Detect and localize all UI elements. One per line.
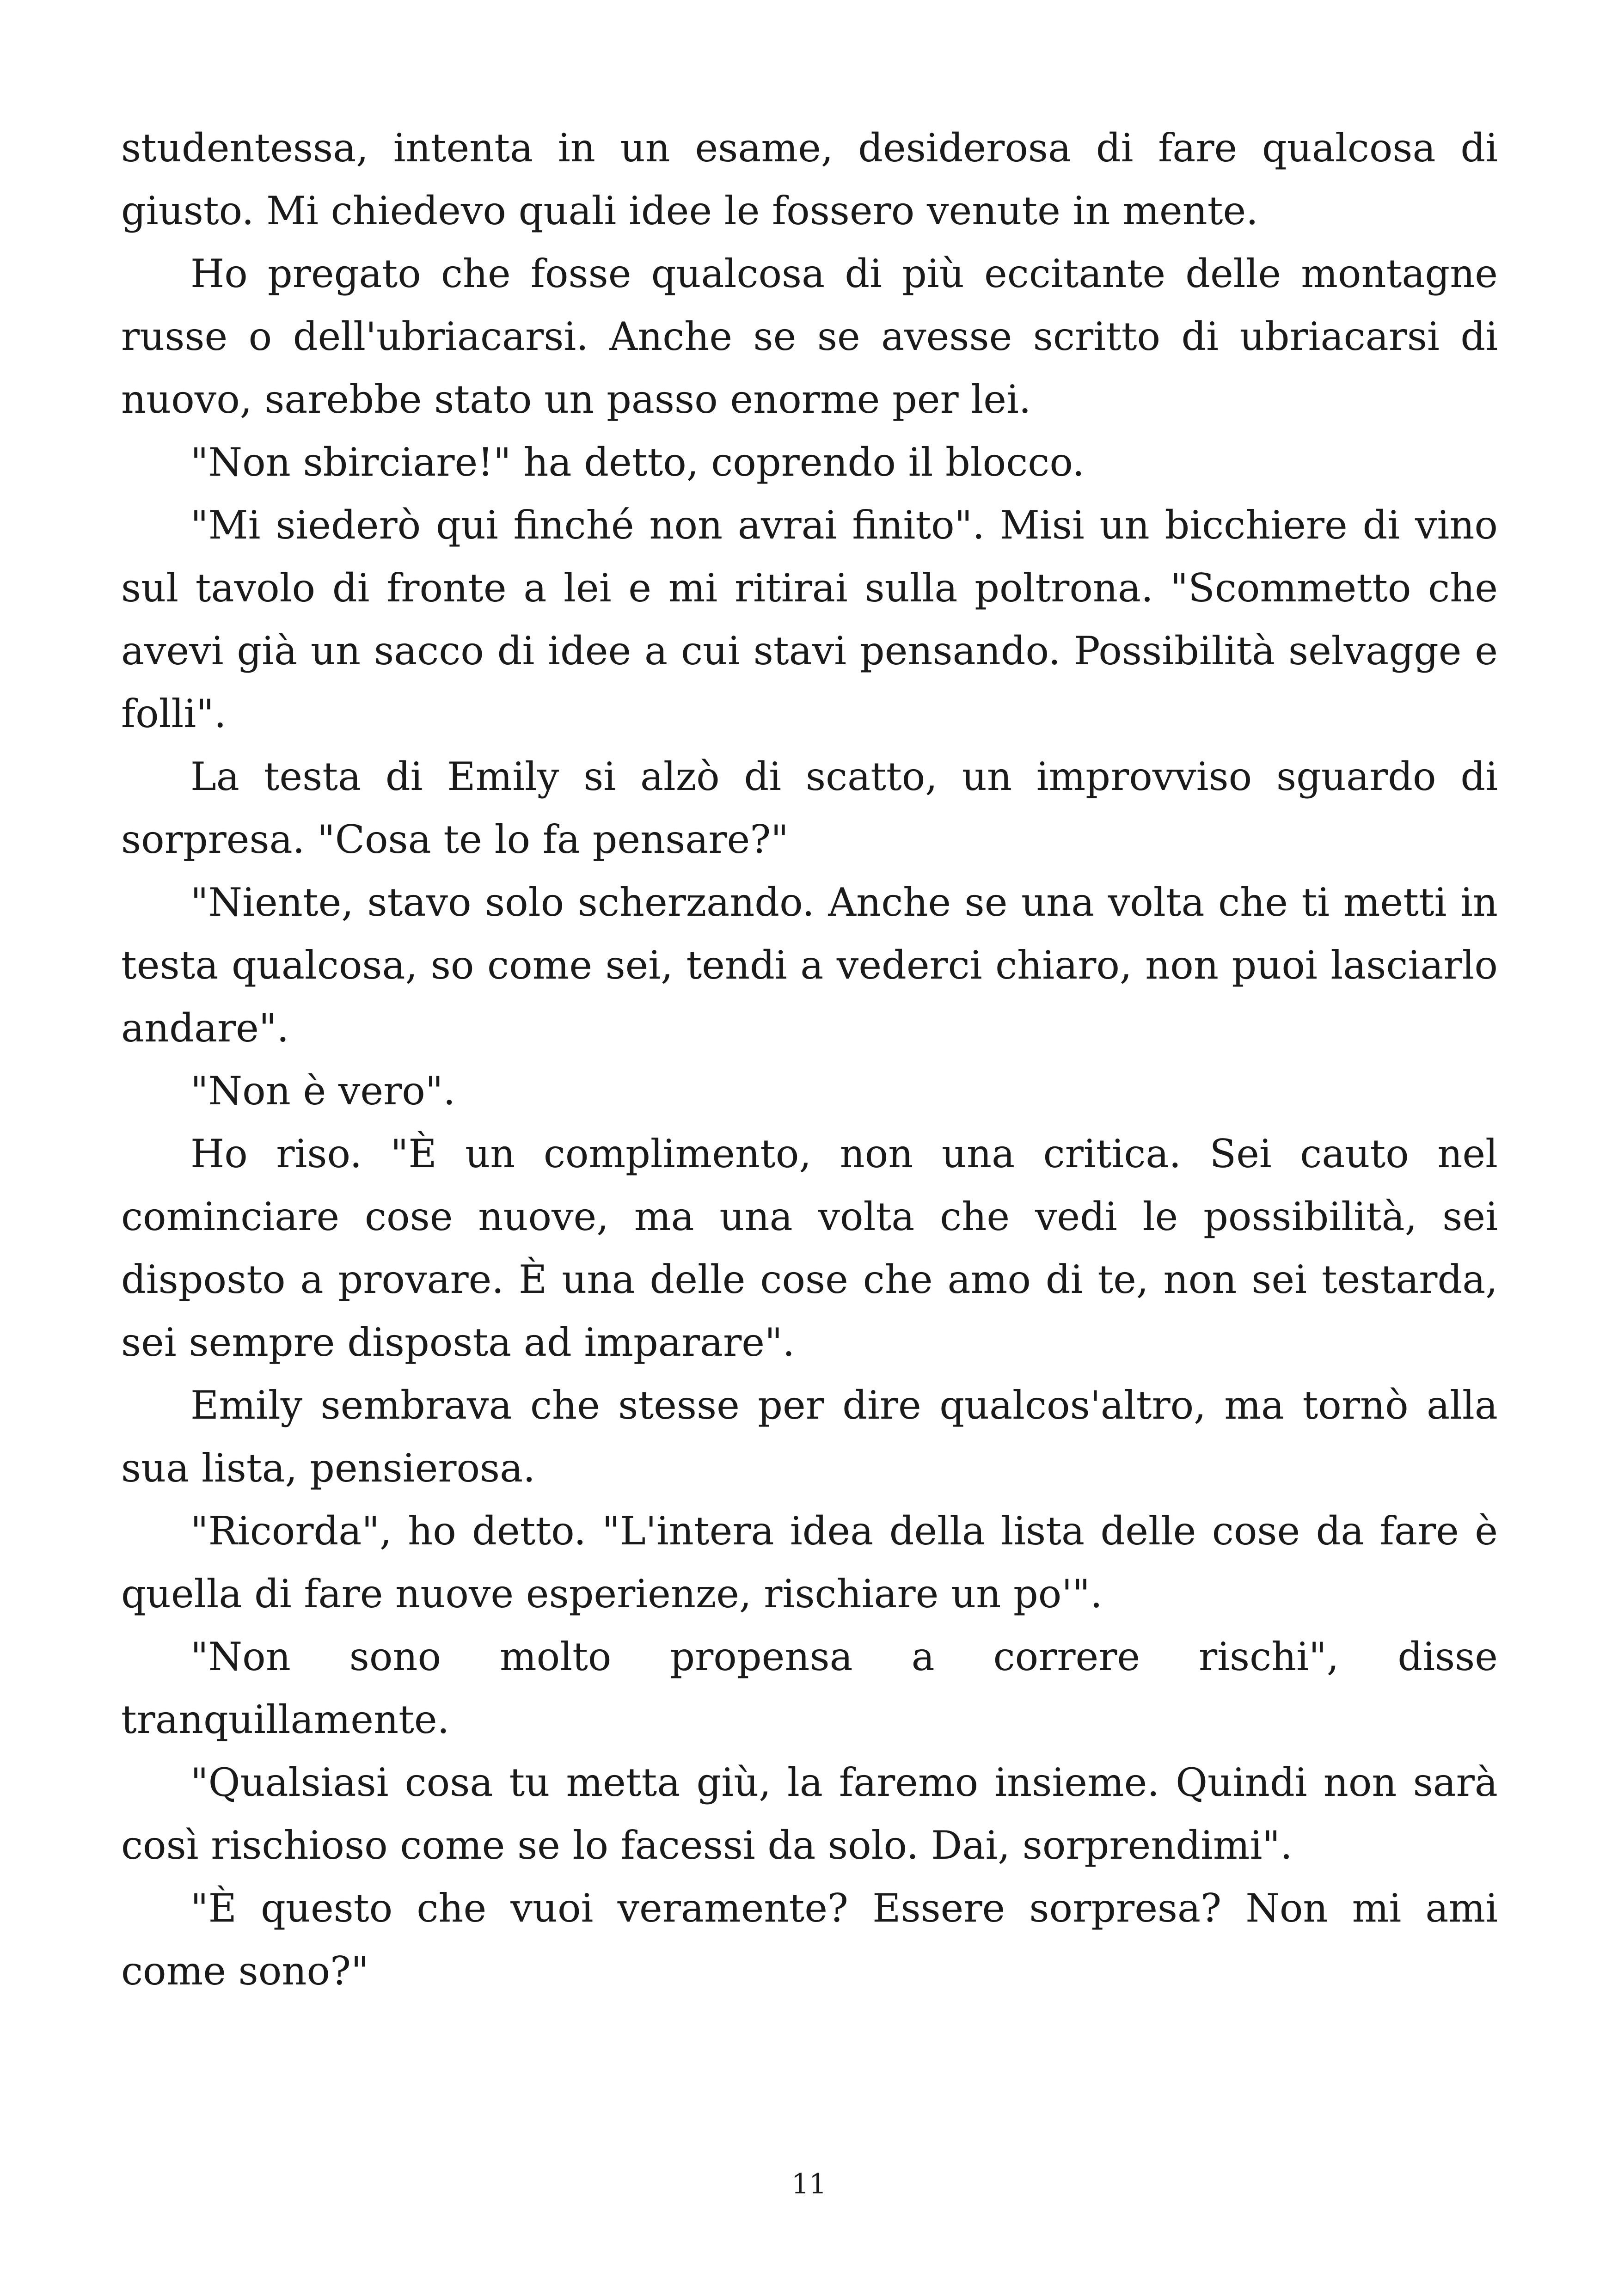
paragraph: "Mi siederò qui finché non avrai finito". Misi un bicchiere di vino sul tavolo di fronte a lei e mi ritirai sulla poltrona. "Scommetto che avevi già un sacco di idee a cui stavi pensando. Possibilità selvagge e folli".: [121, 502, 1498, 736]
paragraph: "Niente, stavo solo scherzando. Anche se una volta che ti metti in testa qualcosa, so come sei, tendi a vederci chiaro, non puoi lasciarlo andare".: [121, 880, 1498, 1051]
paragraph: "Qualsiasi cosa tu metta giù, la faremo insieme. Quindi non sarà così rischioso come se lo facessi da solo. Dai, sorprendimi".: [121, 1760, 1498, 1868]
paragraph: La testa di Emily si alzò di scatto, un improvviso sguardo di sorpresa. "Cosa te lo fa pensare?": [121, 754, 1498, 862]
body-text: [121, 116, 1498, 2002]
paragraph: studentessa, intenta in un esame, desiderosa di fare qualcosa di giusto. Mi chiedevo quali idee le fossero venute in mente.: [121, 125, 1498, 233]
paragraph: "Ricorda", ho detto. "L'intera idea della lista delle cose da fare è quella di fare nuove esperienze, rischiare un po'".: [121, 1508, 1498, 1616]
paragraph: Ho riso. "È un complimento, non una critica. Sei cauto nel cominciare cose nuove, ma una volta che vedi le possibilità, sei disposto a provare. È una delle cose che amo di te, non sei testarda, sei sempre disposta ad imparare".: [121, 1131, 1498, 1365]
paragraph: "È questo che vuoi veramente? Essere sorpresa? Non mi ami come sono?": [121, 1886, 1498, 1994]
paragraph: Ho pregato che fosse qualcosa di più eccitante delle montagne russe o dell'ubriacarsi. Anche se se avesse scritto di ubriacarsi di nuovo, sarebbe stato un passo enorme per lei.: [121, 251, 1498, 422]
paragraph: Emily sembrava che stesse per dire qualcos'altro, ma tornò alla sua lista, pensierosa.: [121, 1383, 1498, 1491]
paragraph: "Non sbirciare!" ha detto, coprendo il blocco.: [190, 440, 1085, 485]
paragraph: "Non sono molto propensa a correre rischi", disse tranquillamente.: [121, 1634, 1498, 1742]
paragraph: "Non è vero".: [190, 1068, 456, 1114]
page-number: 11: [791, 2168, 827, 2200]
